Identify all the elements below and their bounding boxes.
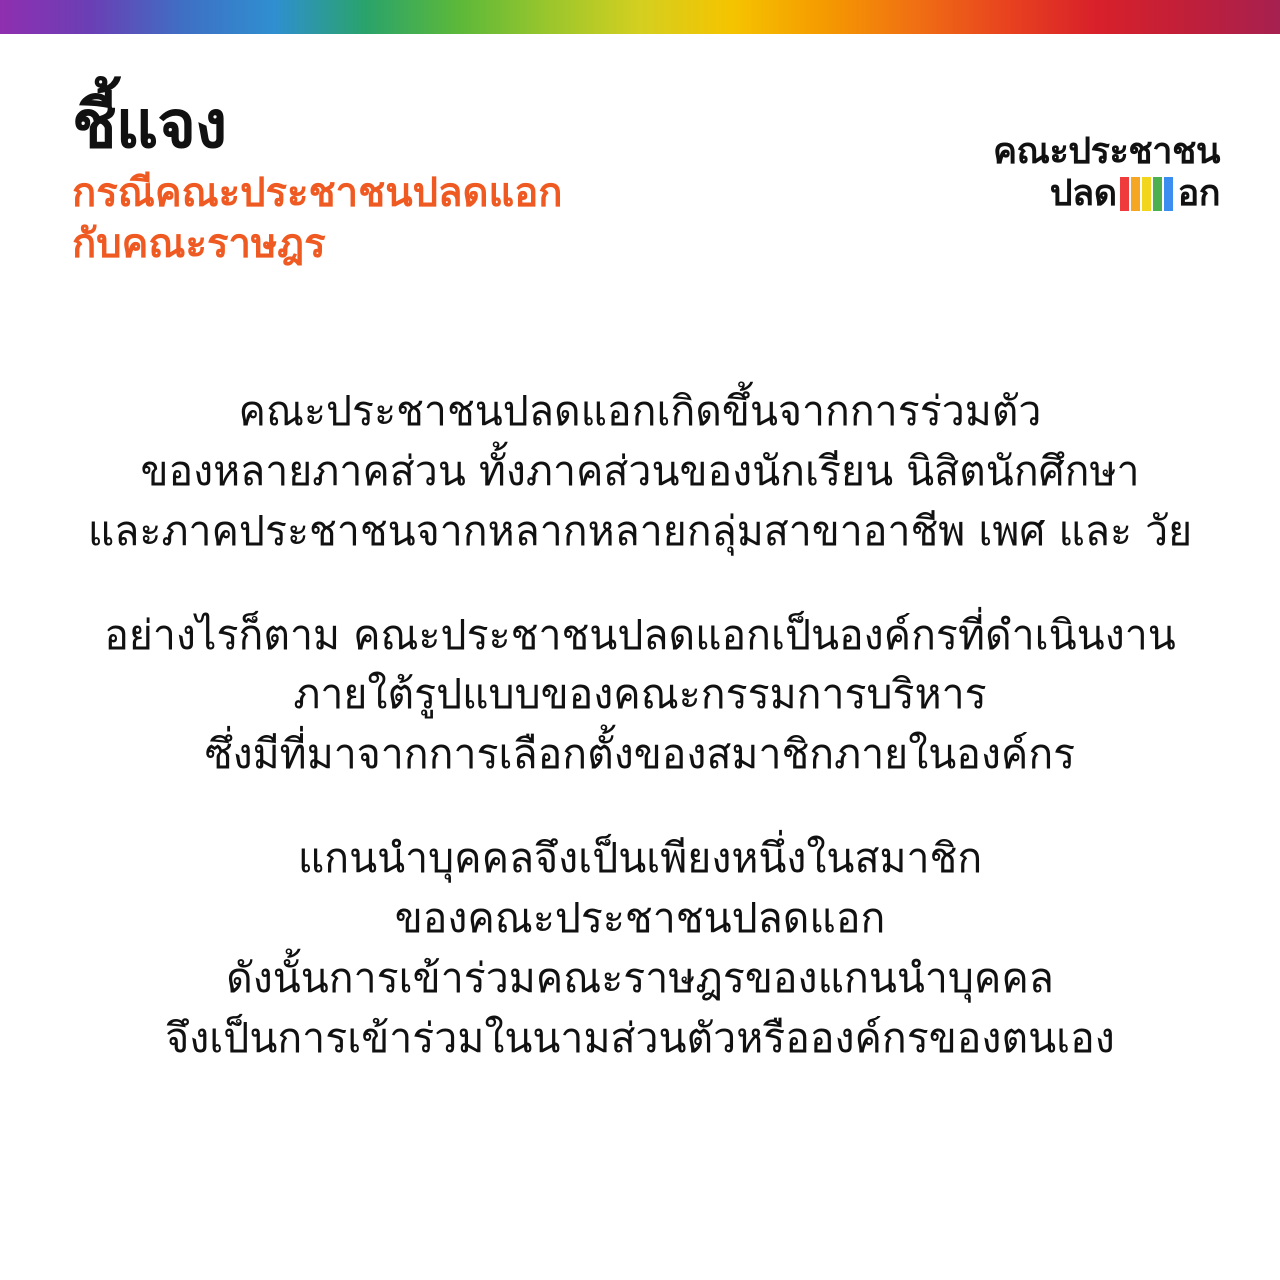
rainbow-segment-7	[512, 0, 597, 34]
rainbow-segment-10	[768, 0, 853, 34]
page-title: ชี้แจง	[72, 86, 227, 163]
page-subtitle	[72, 168, 563, 270]
logo-bar-1	[1120, 177, 1129, 211]
paragraph-2	[50, 606, 1230, 786]
rainbow-segment-3	[171, 0, 256, 34]
logo-bar-4	[1153, 177, 1162, 211]
header	[72, 86, 1220, 312]
logo-line-2-before: ปลด	[1049, 173, 1117, 214]
logo-bar-2	[1131, 177, 1140, 211]
paragraph-3	[50, 829, 1230, 1068]
rainbow-top-bar	[0, 0, 1280, 34]
rainbow-segment-5	[341, 0, 426, 34]
rainbow-segment-11	[853, 0, 938, 34]
paragraph-2-line-1: อย่างไรก็ตาม คณะประชาชนปลดแอกเป็นองค์กรที่ดำเนินงาน	[104, 610, 1176, 659]
rainbow-segment-14	[1109, 0, 1194, 34]
organization-logo	[992, 131, 1220, 214]
rainbow-segment-9	[683, 0, 768, 34]
paragraph-2-line-3: ซึ่งมีที่มาจากการเลือกตั้งของสมาชิกภายในองค์กร	[204, 730, 1076, 779]
title-block	[72, 86, 563, 270]
logo-line-2-after: อก	[1177, 173, 1220, 214]
paragraph-1-line-2: ของหลายภาคส่วน ทั้งภาคส่วนของนักเรียน นิสิตนักศึกษา	[140, 446, 1140, 495]
rainbow-segment-2	[85, 0, 170, 34]
page-subtitle-line-2: กับคณะราษฎร	[72, 221, 326, 268]
rainbow-segment-12	[939, 0, 1024, 34]
paragraph-3-line-1: แกนนำบุคคลจึงเป็นเพียงหนึ่งในสมาชิก	[297, 834, 983, 883]
logo-bar-3	[1142, 177, 1151, 211]
paragraph-3-line-2: ของคณะประชาชนปลดแอก	[394, 894, 886, 943]
logo-line-1: คณะประชาชน	[992, 131, 1220, 172]
paragraph-2-line-2: ภายใต้รูปแบบของคณะกรรมการบริหาร	[293, 670, 987, 719]
rainbow-segment-8	[597, 0, 682, 34]
paragraph-1-line-1: คณะประชาชนปลดแอกเกิดขึ้นจากการร่วมตัว	[238, 387, 1042, 435]
body-content	[50, 382, 1230, 1069]
logo-rainbow-bars-icon	[1120, 177, 1175, 211]
rainbow-segment-6	[427, 0, 512, 34]
paragraph-3-line-4: จึงเป็นการเข้าร่วมในนามส่วนตัวหรือองค์กรของตนเอง	[165, 1013, 1115, 1062]
logo-bar-5	[1164, 177, 1173, 211]
rainbow-segment-1	[0, 0, 85, 34]
rainbow-segment-4	[256, 0, 341, 34]
logo-line-2	[993, 173, 1220, 214]
rainbow-segment-13	[1024, 0, 1109, 34]
page-subtitle-line-1: กรณีคณะประชาชนปลดแอก	[72, 170, 563, 216]
rainbow-segment-15	[1195, 0, 1280, 34]
paragraph-1-line-3: และภาคประชาชนจากหลากหลายกลุ่มสาขาอาชีพ เพศ และ วัย	[87, 506, 1193, 555]
paragraph-3-line-3: ดังนั้นการเข้าร่วมคณะราษฎรของแกนนำบุคคล	[226, 953, 1054, 1002]
paragraph-1	[50, 382, 1230, 562]
